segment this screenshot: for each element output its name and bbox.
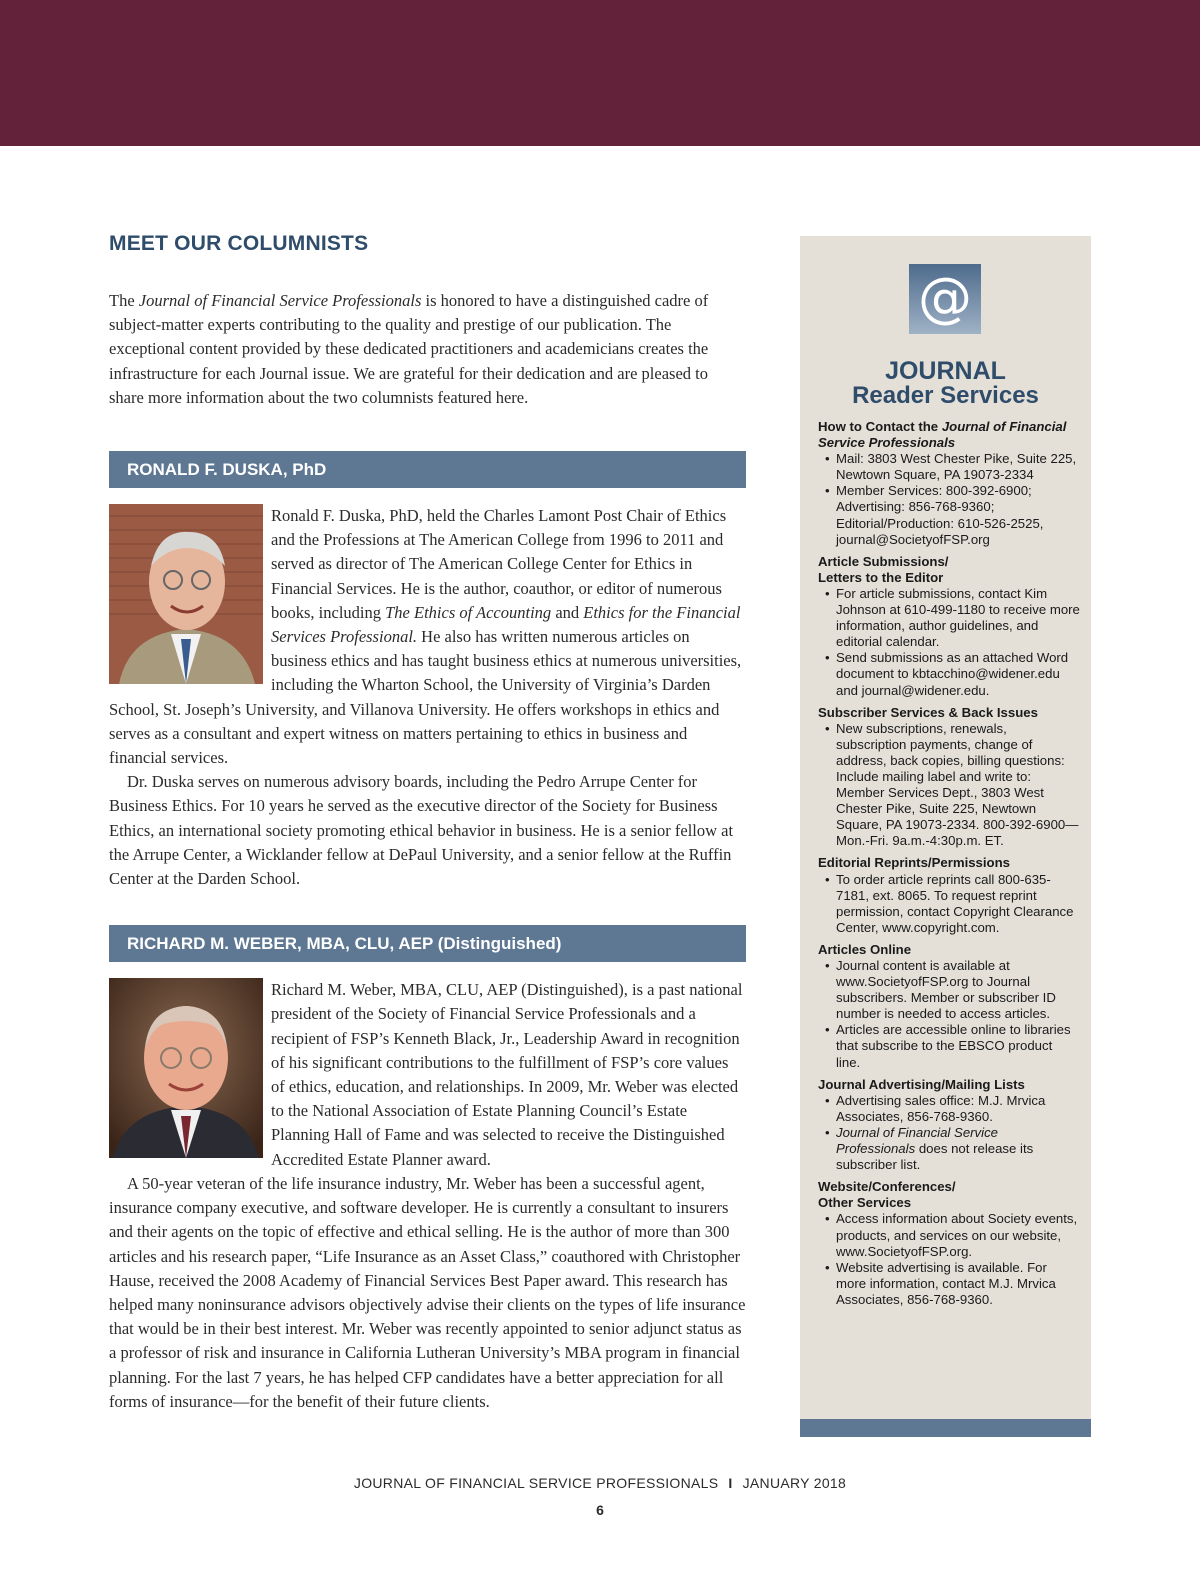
portrait-photo-weber	[109, 978, 263, 1158]
list-item: • Mail: 3803 West Chester Pike, Suite 225, Newtown Square, PA 19073-2334	[818, 451, 1080, 483]
footer-date: JANUARY 2018	[742, 1475, 847, 1491]
section-heading-online: Articles Online	[818, 941, 912, 957]
list-item: • Access information about Society events, products, and services on our website, www.SocietyofFSP.org.	[818, 1211, 1080, 1259]
section-online	[818, 942, 1080, 1071]
columnist-bio-weber	[109, 978, 746, 1414]
section-heading-submissions	[818, 554, 1080, 586]
duska-p1-c: He also has written numerous articles on business ethics and has taught business ethics at numerous universities, including the Wharton School, the University of Virginia’s Darden School, St. Joseph’s University, and Villanova University. He offers workshops in ethics and serves as a consultant and expert witness on matters pertaining to ethics in business and financial services.	[109, 627, 742, 768]
list-item: • Articles are accessible online to libraries that subscribe to the EBSCO product line.	[818, 1022, 1080, 1070]
duska-p1-a: Ronald F. Duska, PhD, held the Charles Lamont Post Chair of Ethics and the Professions at The American College from 1996 to 2011 and served as director of The American College Center for Ethics in Financial Services. He is the author, coauthor, or editor of numerous books, including	[271, 506, 727, 622]
sidebar-body	[818, 419, 1080, 1314]
section-subscriber	[818, 705, 1080, 850]
section-contact	[818, 419, 1080, 548]
reader-services-sidebar	[800, 236, 1091, 1437]
book-title-ethics-financial-services: Ethics for the Financial Services Professional.	[271, 602, 741, 647]
book-title-ethics-of-accounting: The Ethics of Accounting	[385, 602, 552, 622]
columnist-header-duska: RONALD F. DUSKA, PhD	[109, 451, 746, 488]
at-sign-icon: @	[909, 264, 981, 334]
sidebar-title-reader-services: Reader Services	[852, 382, 1039, 409]
weber-bio-paragraph-1: Richard M. Weber, MBA, CLU, AEP (Distinguished), is a past national president of the Society of Financial Service Professionals and a recipient of FSP’s Kenneth Black, Jr., Leadership Award in recognition of his significant contributions to the fulfillment of FSP’s core values of ethics, education, and relationships. In 2009, Mr. Weber was elected to the National Association of Estate Planning Council’s Estate Planning Hall of Fame and was selected to receive the Distinguished Accredited Estate Planner award.	[271, 980, 743, 1169]
section-heading-reprints: Editorial Reprints/Permissions	[818, 855, 1011, 871]
contact-heading-pre: How to Contact the	[818, 419, 942, 434]
list-item: • Send submissions as an attached Word document to kbtacchino@widener.edu and journal@widener.edu.	[818, 650, 1080, 698]
columnist-bio-duska	[109, 504, 746, 891]
section-heading-contact	[818, 419, 1080, 451]
sidebar-bottom-bar	[800, 1419, 1091, 1437]
list-item: • New subscriptions, renewals, subscription payments, change of address, back copies, billing questions: Include mailing label and write to: Member Services Dept., 3803 West Chester Pike, Suite 225, Newtown Square, PA 19073-2334. 800-392-6900—Mon.-Fri. 9a.m.-4:30p.m. ET.	[818, 721, 1080, 850]
page-footer	[0, 1475, 1200, 1491]
list-item: • Advertising sales office: M.J. Mrvica Associates, 856-768-9360.	[818, 1093, 1080, 1125]
portrait-photo-duska	[109, 504, 263, 684]
advertising-item2-rest: does not release its subscriber list.	[836, 1141, 1034, 1173]
section-reprints	[818, 855, 1080, 935]
page-title: MEET OUR COLUMNISTS	[109, 232, 369, 255]
page-number: 6	[596, 1502, 604, 1518]
duska-bio-paragraph-2: Dr. Duska serves on numerous advisory boards, including the Pedro Arrupe Center for Business Ethics. For 10 years he served as the executive director of the Society for Business Ethics, an international society promoting ethical behavior in business. He is a senior fellow at the Arrupe Center, a Wicklander fellow at DePaul University, and a senior fellow at the Ruffin Center at the Darden School.	[109, 772, 734, 889]
intro-post: is honored to have a distinguished cadre of subject-matter experts contributing to the quality and prestige of our publication. The exceptional content provided by these dedicated practitioners and academicians creates the infrastructure for each Journal issue. We are grateful for their dedication and are pleased to share more information about the two columnists featured here.	[109, 291, 709, 407]
intro-journal-name: Journal of Financial Service Professionals	[138, 291, 422, 310]
list-item: • To order article reprints call 800-635-7181, ext. 8065. To request reprint permission, contact Copyright Clearance Center, www.copyright.com.	[818, 872, 1080, 936]
submissions-heading-line2: Letters to the Editor	[818, 569, 944, 585]
list-item: • Journal content is available at www.SocietyofFSP.org to Journal subscribers. Member or subscriber ID number is needed to access articles.	[818, 958, 1080, 1022]
list-item	[818, 1125, 1080, 1173]
section-submissions	[818, 554, 1080, 699]
list-item: • For article submissions, contact Kim Johnson at 610-499-1180 to receive more information, author guidelines, and editorial calendar.	[818, 586, 1080, 650]
advertising-journal-name: Journal of Financial Service Professionals	[836, 1124, 998, 1157]
submissions-heading-line1: Article Submissions/	[818, 553, 949, 569]
section-heading-advertising: Journal Advertising/Mailing Lists	[818, 1076, 1025, 1092]
footer-journal-name: JOURNAL OF FINANCIAL SERVICE PROFESSIONALS	[353, 1475, 719, 1491]
duska-p1-b: and	[551, 602, 584, 622]
section-heading-website	[818, 1179, 1080, 1211]
weber-bio-paragraph-2: A 50-year veteran of the life insurance industry, Mr. Weber has been a successful agent, insurance company executive, and software developer. He is currently a consultant to insurers and their agents on the topic of effective and ethical selling. He is the author of more than 300 articles and his research paper, “Life Insurance as an Asset Class,” coauthored with Christopher Hause, received the 2008 Academy of Financial Services Best Paper award. This research has helped many noninsurance advisors objectively advise their clients on the types of life insurance that would be in their best interest. Mr. Weber was recently appointed to senior adjunct status as a professor of risk and insurance in California Lutheran University’s MBA program in financial planning. For the last 7 years, he has helped CFP candidates have a better appreciation for all forms of insurance—for the benefit of their future clients.	[109, 1173, 746, 1411]
sidebar-title-journal: JOURNAL	[885, 357, 1006, 385]
section-advertising	[818, 1077, 1080, 1174]
list-item: • Member Services: 800-392-6900; Advertising: 856-768-9360; Editorial/Production: 610-526-2525, journal@SocietyofFSP.org	[818, 483, 1080, 547]
contact-heading-journal: Journal of Financial Service Professionals	[818, 419, 1067, 451]
section-website	[818, 1179, 1080, 1308]
intro-pre: The	[109, 291, 139, 310]
intro-paragraph	[109, 289, 746, 410]
section-heading-subscriber: Subscriber Services & Back Issues	[818, 704, 1038, 720]
footer-separator: I	[728, 1475, 733, 1491]
website-heading-line2: Other Services	[818, 1195, 912, 1211]
website-heading-line1: Website/Conferences/	[818, 1179, 956, 1195]
top-color-band	[0, 0, 1200, 146]
main-column	[109, 232, 746, 1414]
columnist-header-weber: RICHARD M. WEBER, MBA, CLU, AEP (Distinguished)	[109, 925, 746, 962]
list-item: • Website advertising is available. For more information, contact M.J. Mrvica Associates, 856-768-9360.	[818, 1260, 1080, 1308]
